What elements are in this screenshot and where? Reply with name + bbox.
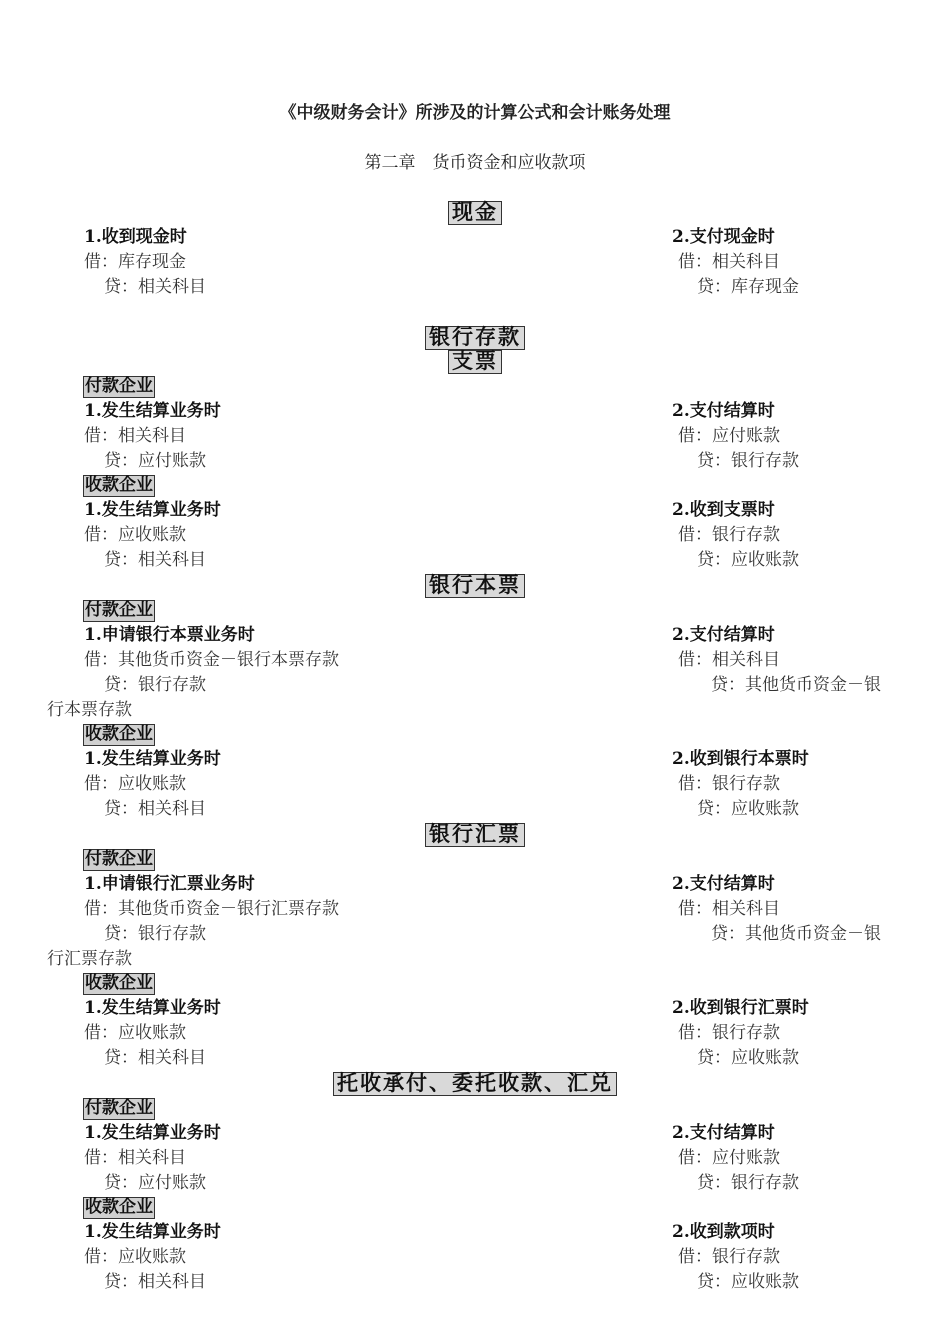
payer-tag: 付款企业 <box>85 849 153 869</box>
section-banner-bank-draft: 银行汇票 <box>425 823 525 847</box>
entry-heading: 1.发生结算业务时 <box>84 500 221 520</box>
entry-heading: 2.支付结算时 <box>672 874 775 894</box>
entry-heading: 1.收到现金时 <box>84 227 187 247</box>
entry-heading: 1.发生结算业务时 <box>84 749 221 769</box>
payee-tag: 收款企业 <box>85 1197 153 1217</box>
section-banner-bank-deposit: 银行存款 <box>425 326 525 350</box>
debit-line: 借：相关科目 <box>84 1148 186 1168</box>
credit-line: 贷：相关科目 <box>104 799 206 819</box>
credit-line: 贷：库存现金 <box>697 277 799 297</box>
payer-tag: 付款企业 <box>85 600 153 620</box>
chapter-heading: 第二章 货币资金和应收款项 <box>364 153 586 173</box>
section-banner-cash: 现金 <box>448 201 502 225</box>
payee-tag: 收款企业 <box>85 973 153 993</box>
section-banner-cashier-cheque: 银行本票 <box>425 574 525 598</box>
debit-line: 借：应付账款 <box>678 426 780 446</box>
credit-line-wrap: 行汇票存款 <box>47 949 132 969</box>
entry-heading: 1.发生结算业务时 <box>84 1123 221 1143</box>
entry-heading: 2.收到支票时 <box>672 500 775 520</box>
debit-line: 借：应收账款 <box>84 774 186 794</box>
credit-line: 贷：应付账款 <box>104 451 206 471</box>
entry-heading: 2.支付结算时 <box>672 625 775 645</box>
credit-line: 贷：银行存款 <box>697 451 799 471</box>
entry-heading: 2.收到银行本票时 <box>672 749 809 769</box>
entry-heading: 2.支付结算时 <box>672 1123 775 1143</box>
payee-tag: 收款企业 <box>85 724 153 744</box>
entry-heading: 2.收到款项时 <box>672 1222 775 1242</box>
payee-tag: 收款企业 <box>85 475 153 495</box>
credit-line: 贷：相关科目 <box>104 1272 206 1292</box>
entry-heading: 2.支付结算时 <box>672 401 775 421</box>
debit-line: 借：相关科目 <box>678 899 780 919</box>
entry-heading: 2.收到银行汇票时 <box>672 998 809 1018</box>
debit-line: 借：相关科目 <box>678 650 780 670</box>
credit-line: 贷：应付账款 <box>104 1173 206 1193</box>
entry-heading: 1.发生结算业务时 <box>84 998 221 1018</box>
entry-heading: 1.申请银行汇票业务时 <box>84 874 255 894</box>
credit-line: 贷：其他货币资金－银 <box>711 924 881 944</box>
credit-line: 贷：应收账款 <box>697 1272 799 1292</box>
credit-line-wrap: 行本票存款 <box>47 700 132 720</box>
debit-line: 借：银行存款 <box>678 1023 780 1043</box>
entry-heading: 1.发生结算业务时 <box>84 1222 221 1242</box>
debit-line: 借：应收账款 <box>84 525 186 545</box>
debit-line: 借：相关科目 <box>84 426 186 446</box>
credit-line: 贷：相关科目 <box>104 1048 206 1068</box>
credit-line: 贷：银行存款 <box>697 1173 799 1193</box>
entry-heading: 2.支付现金时 <box>672 227 775 247</box>
debit-line: 借：银行存款 <box>678 774 780 794</box>
credit-line: 贷：相关科目 <box>104 277 206 297</box>
payer-tag: 付款企业 <box>85 1098 153 1118</box>
entry-heading: 1.发生结算业务时 <box>84 401 221 421</box>
entry-heading: 1.申请银行本票业务时 <box>84 625 255 645</box>
credit-line: 贷：应收账款 <box>697 1048 799 1068</box>
document-title: 《中级财务会计》所涉及的计算公式和会计账务处理 <box>279 103 671 123</box>
debit-line: 借：其他货币资金－银行汇票存款 <box>84 899 339 919</box>
credit-line: 贷：其他货币资金－银 <box>711 675 881 695</box>
debit-line: 借：银行存款 <box>678 1247 780 1267</box>
debit-line: 借：应收账款 <box>84 1247 186 1267</box>
payer-tag: 付款企业 <box>85 376 153 396</box>
section-banner-cheque: 支票 <box>448 350 502 374</box>
debit-line: 借：库存现金 <box>84 252 186 272</box>
credit-line: 贷：应收账款 <box>697 799 799 819</box>
debit-line: 借：相关科目 <box>678 252 780 272</box>
credit-line: 贷：相关科目 <box>104 550 206 570</box>
debit-line: 借：应付账款 <box>678 1148 780 1168</box>
credit-line: 贷：银行存款 <box>104 924 206 944</box>
debit-line: 借：其他货币资金－银行本票存款 <box>84 650 339 670</box>
credit-line: 贷：应收账款 <box>697 550 799 570</box>
credit-line: 贷：银行存款 <box>104 675 206 695</box>
debit-line: 借：应收账款 <box>84 1023 186 1043</box>
debit-line: 借：银行存款 <box>678 525 780 545</box>
section-banner-collection: 托收承付、委托收款、汇兑 <box>333 1072 617 1096</box>
